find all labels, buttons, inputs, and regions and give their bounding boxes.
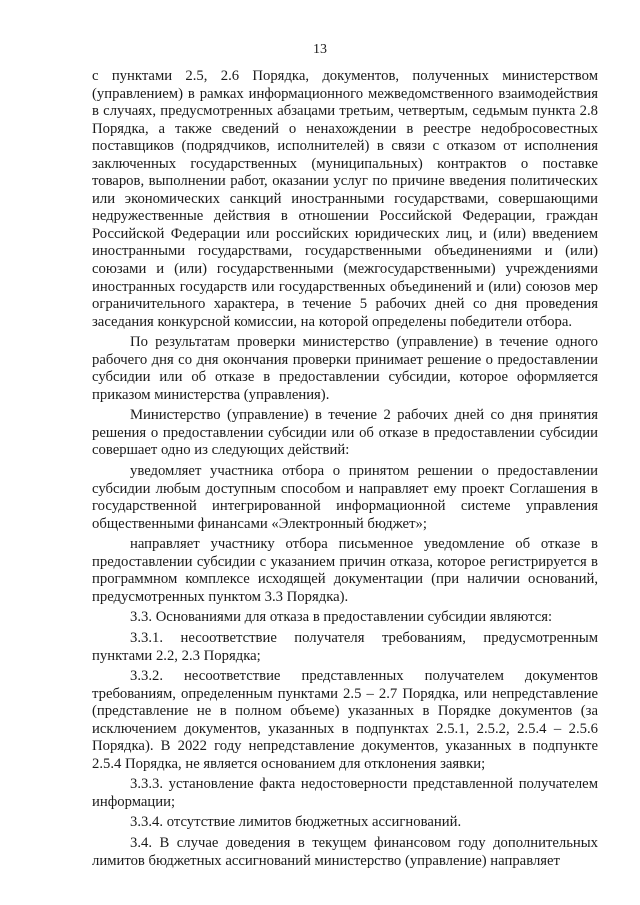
paragraph-notify-participant: уведомляет участника отбора о принятом решении о предоставлении субсидии любым доступным способом и направляет ему проект Соглашения в государственной интегрированной информационной системе управления общественными финансами «Электронный бюджет»; — [92, 463, 598, 532]
page-number: 13 — [313, 42, 327, 57]
paragraph-3-3: 3.3. Основаниями для отказа в предоставлении субсидии являются: — [130, 609, 553, 626]
document-body — [92, 68, 598, 870]
paragraph-refusal-notice: направляет участнику отбора письменное уведомление об отказе в предоставлении субсидии с указанием причин отказа, которое регистрируется в программном комплексе исходящей документации (при наличии оснований, предусмотренных пунктом 3.3 Порядка). — [92, 536, 598, 605]
paragraph-3-4: 3.4. В случае доведения в текущем финансовом году дополнительных лимитов бюджетных ассигнований министерство (управление) направляет — [92, 834, 598, 869]
paragraph-ministry-actions: Министерство (управление) в течение 2 рабочих дней со дня принятия решения о предоставлении субсидии или об отказе в предоставлении субсидии совершает одно из следующих действий: — [92, 407, 598, 459]
paragraph-3-3-4: 3.3.4. отсутствие лимитов бюджетных ассигнований. — [130, 814, 462, 831]
paragraph-3-3-3: 3.3.3. установление факта недостоверности представленной получателем информации; — [92, 776, 598, 810]
paragraph-3-3-1: 3.3.1. несоответствие получателя требованиям, предусмотренным пунктами 2.2, 2.3 Порядка; — [92, 629, 598, 664]
paragraph-review-results: По результатам проверки министерство (управление) в течение одного рабочего дня со дня окончания проверки принимает решение о предоставлении субсидии или об отказе в предоставлении субсидии, которое оформляется приказом министерства (управления). — [92, 334, 598, 403]
paragraph-continuation: с пунктами 2.5, 2.6 Порядка, документов, полученных министерством (управлением) в рамках информационного межведомственного взаимодействия в случаях, предусмотренных абзацами третьим, четвертым, седьмым пункта 2.8 Порядка, а также сведений о ненахождении в реестре недобросовестных поставщиков (подрядчиков, исполнителей) в связи с отказом от исполнения заключенных государственных (муниципальных) контрактов о поставке товаров, выполнении работ, оказании услуг по причине введения политических или экономических санкций иностранными государствами, совершающими недружественные действия в отношении Российской Федерации, граждан Российской Федерации или российских юридических лиц, и (или) введением иностранными государствами, государственными объединениями и (или) союзами и (или) государственными (межгосударственными) учреждениями иностранных государств или государственных объединений и (или) союзов мер ограничительного характера, в течение 5 рабочих дней со дня проведения заседания конкурсной комиссии, на которой определены победители отбора. — [92, 68, 598, 330]
paragraph-3-3-2: 3.3.2. несоответствие представленных получателем документов требованиям, определенным пунктами 2.5 – 2.7 Порядка, или непредставление (представление не в полном объеме) указанных в Порядке документов (за исключением документов, указанных в подпунктах 2.5.1, 2.5.2, 2.5.4 – 2.5.6 Порядка). В 2022 году непредставление документов, указанных в подпункте 2.5.4 Порядка, не является основанием для отклонения заявки; — [92, 668, 598, 772]
